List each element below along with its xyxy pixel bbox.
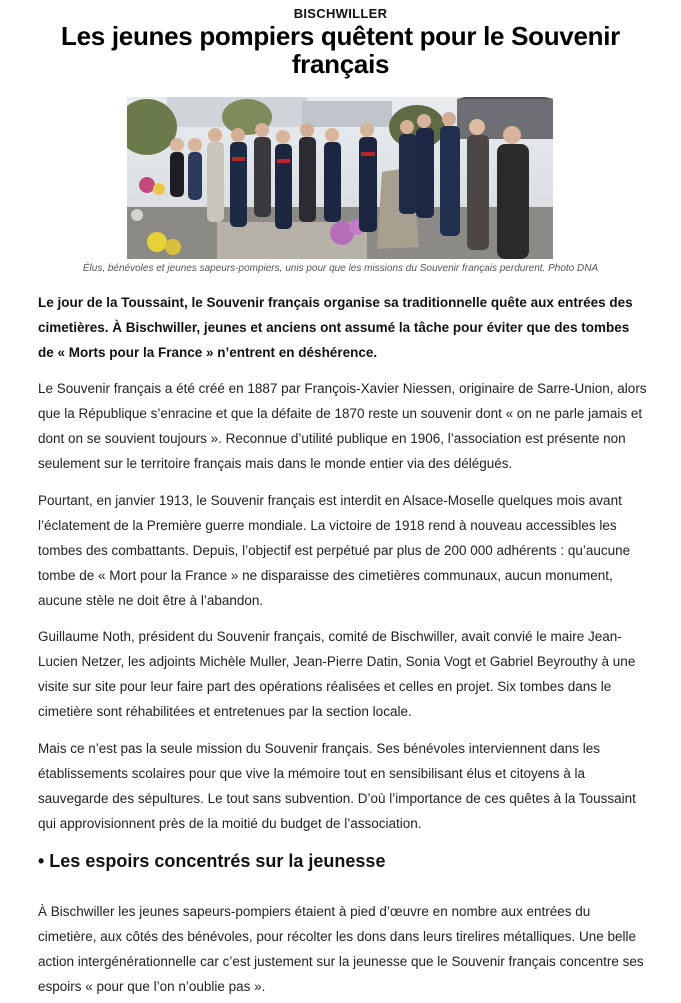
group-photo-icon	[127, 97, 553, 259]
article-photo	[127, 97, 553, 259]
article-lead: Le jour de la Toussaint, le Souvenir français organise sa traditionnelle quête aux entrées des cimetières. À Bischwiller, jeunes et anciens ont assumé la tâche pour éviter que des tombes de « Morts pour la France » n’entrent en déshérence.	[38, 295, 633, 360]
article-paragraph: Le Souvenir français a été créé en 1887 par François-Xavier Niessen, originaire de Sarre-Union, alors que la République s’enracine et que la défaite de 1870 reste un souvenir dont « on ne parle jamais et dont on se souvient toujours ». Reconnue d’utilité publique en 1906, l’association est présente non seulement sur le territoire français mais dans le monde entier via des délégués.	[38, 381, 647, 471]
article-paragraph: Mais ce n’est pas la seule mission du Souvenir français. Ses bénévoles interviennent dans les établissements scolaires pour que vive la mémoire tout en sensibilisant élus et citoyens à la sauvegarde des sépultures. Le tout sans subvention. D’où l’importance de ces quêtes à la Toussaint qui approvisionnent près de la moitié du budget de l’association.	[38, 741, 636, 831]
article-title: Les jeunes pompiers quêtent pour le Souvenir français	[61, 21, 620, 79]
section-heading: • Les espoirs concentrés sur la jeunesse	[38, 851, 386, 871]
article-paragraph: Guillaume Noth, président du Souvenir français, comité de Bischwiller, avait convié le maire Jean-Lucien Netzer, les adjoints Michèle Muller, Jean-Pierre Datin, Sonia Vogt et Gabriel Beyrouthy à une visite sur site pour leur faire part des opérations réalisées et celles en projet. Six tombes dans le cimetière sont réhabilitées et entretenues par la section locale.	[38, 629, 636, 719]
article-paragraph: À Bischwiller les jeunes sapeurs-pompiers étaient à pied d’œuvre en nombre aux entrées du cimetière, aux côtés des bénévoles, pour récolter les dons dans leurs tirelires métalliques. Une belle action intergénérationnelle car c’est justement sur la jeunesse que le Souvenir français concentre ses espoirs « pour que l’on n’oublie pas ».	[38, 904, 644, 994]
photo-caption: Élus, bénévoles et jeunes sapeurs-pompiers, unis pour que les missions du Souvenir français perdurent. Photo DNA	[82, 263, 599, 274]
article-kicker: BISCHWILLER	[293, 6, 388, 21]
article-paragraph: Pourtant, en janvier 1913, le Souvenir français est interdit en Alsace-Moselle quelques mois avant l’éclatement de la Première guerre mondiale. La victoire de 1918 rend à nouveau accessibles les tombes des combattants. Depuis, l’objectif est perpétué par plus de 200 000 adhérents : qu’aucune tombe de « Mort pour la France » ne disparaisse des cimetières communaux, aucun monument, aucune stèle ne doit être à l’abandon.	[38, 493, 631, 608]
